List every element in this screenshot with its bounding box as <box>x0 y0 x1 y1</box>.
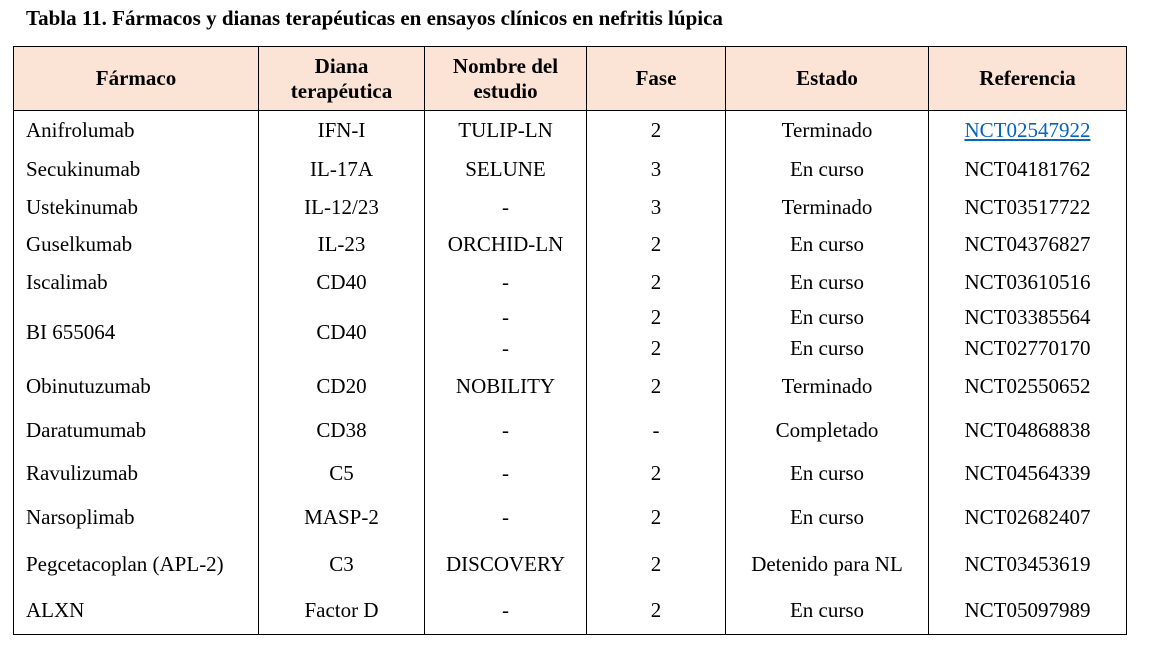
cell-estado: En curso <box>726 494 929 541</box>
cell-farmaco: Obinutuzumab <box>14 365 259 408</box>
cell-farmaco: Narsoplimab <box>14 494 259 541</box>
cell-fase: 2 <box>587 454 726 494</box>
cell-diana: IL-17A <box>259 151 425 189</box>
cell-fase-line: 2 <box>650 335 662 360</box>
table-row <box>14 189 1127 226</box>
cell-referencia: NCT04868838 <box>929 408 1127 454</box>
cell-diana: C3 <box>259 541 425 588</box>
cell-farmaco: Guselkumab <box>14 226 259 264</box>
cell-farmaco: Ravulizumab <box>14 454 259 494</box>
cell-referencia-line: NCT03385564 <box>964 304 1091 329</box>
cell-estudio <box>425 301 587 365</box>
table-row <box>14 301 1127 365</box>
table-row <box>14 111 1127 151</box>
cell-estado: En curso <box>726 264 929 301</box>
cell-estado: Terminado <box>726 365 929 408</box>
cell-estudio: ORCHID-LN <box>425 226 587 264</box>
cell-farmaco: Iscalimab <box>14 264 259 301</box>
table-row <box>14 151 1127 189</box>
cell-fase: 2 <box>587 264 726 301</box>
cell-fase: 2 <box>587 588 726 635</box>
cell-estudio-line: - <box>502 304 509 329</box>
cell-fase <box>587 301 726 365</box>
cell-fase-line: 2 <box>650 304 662 329</box>
cell-diana: MASP-2 <box>259 494 425 541</box>
cell-fase: 2 <box>587 111 726 151</box>
table-row <box>14 264 1127 301</box>
cell-estudio: NOBILITY <box>425 365 587 408</box>
cell-estudio-line: - <box>502 335 509 360</box>
cell-fase: 2 <box>587 541 726 588</box>
header-farmaco: Fármaco <box>14 47 259 111</box>
cell-fase: 2 <box>587 226 726 264</box>
table-row <box>14 408 1127 454</box>
cell-estudio: - <box>425 264 587 301</box>
cell-estado: Detenido para NL <box>726 541 929 588</box>
cell-farmaco: Secukinumab <box>14 151 259 189</box>
cell-fase: 3 <box>587 189 726 226</box>
cell-referencia-line: NCT02770170 <box>964 335 1091 360</box>
cell-estado: En curso <box>726 588 929 635</box>
cell-fase: 3 <box>587 151 726 189</box>
cell-referencia: NCT04564339 <box>929 454 1127 494</box>
table-row <box>14 541 1127 588</box>
cell-farmaco: Ustekinumab <box>14 189 259 226</box>
cell-estado <box>726 301 929 365</box>
cell-referencia <box>929 111 1127 151</box>
header-diana: Diana terapéutica <box>259 47 425 111</box>
table-row <box>14 588 1127 635</box>
cell-estudio: - <box>425 454 587 494</box>
cell-referencia: NCT02550652 <box>929 365 1127 408</box>
cell-estado: Terminado <box>726 189 929 226</box>
table-caption: Tabla 11. Fármacos y dianas terapéuticas en ensayos clínicos en nefritis lúpica <box>26 6 723 30</box>
cell-estudio: DISCOVERY <box>425 541 587 588</box>
cell-referencia: NCT05097989 <box>929 588 1127 635</box>
cell-referencia: NCT03453619 <box>929 541 1127 588</box>
cell-referencia: NCT02682407 <box>929 494 1127 541</box>
cell-referencia: NCT04181762 <box>929 151 1127 189</box>
cell-estado-line: En curso <box>789 335 865 360</box>
cell-diana: Factor D <box>259 588 425 635</box>
table-row <box>14 494 1127 541</box>
cell-referencia: NCT04376827 <box>929 226 1127 264</box>
cell-estudio: TULIP-LN <box>425 111 587 151</box>
cell-diana: CD40 <box>259 264 425 301</box>
header-nombre-estudio: Nombre del estudio <box>425 47 587 111</box>
cell-referencia <box>929 301 1127 365</box>
cell-referencia: NCT03517722 <box>929 189 1127 226</box>
cell-diana: IL-12/23 <box>259 189 425 226</box>
cell-estado: En curso <box>726 151 929 189</box>
cell-referencia: NCT03610516 <box>929 264 1127 301</box>
referencia-link[interactable]: NCT02547922 <box>964 118 1091 143</box>
table-header-row <box>14 47 1127 111</box>
clinical-trials-table <box>13 46 1127 635</box>
cell-diana: CD40 <box>259 301 425 365</box>
cell-farmaco: BI 655064 <box>14 301 259 365</box>
table-row <box>14 226 1127 264</box>
cell-estado: Terminado <box>726 111 929 151</box>
cell-estado: En curso <box>726 226 929 264</box>
cell-estudio: - <box>425 189 587 226</box>
table-row <box>14 454 1127 494</box>
cell-estudio: - <box>425 588 587 635</box>
cell-estado: En curso <box>726 454 929 494</box>
cell-farmaco: ALXN <box>14 588 259 635</box>
header-estado: Estado <box>726 47 929 111</box>
cell-farmaco: Anifrolumab <box>14 111 259 151</box>
cell-diana: IL-23 <box>259 226 425 264</box>
cell-farmaco: Pegcetacoplan (APL-2) <box>14 541 259 588</box>
header-fase: Fase <box>587 47 726 111</box>
cell-diana: CD38 <box>259 408 425 454</box>
cell-fase: 2 <box>587 365 726 408</box>
cell-fase: - <box>587 408 726 454</box>
cell-farmaco: Daratumumab <box>14 408 259 454</box>
cell-diana: CD20 <box>259 365 425 408</box>
cell-diana: C5 <box>259 454 425 494</box>
cell-fase: 2 <box>587 494 726 541</box>
cell-estudio: - <box>425 494 587 541</box>
cell-estado-line: En curso <box>789 304 865 329</box>
cell-estudio: - <box>425 408 587 454</box>
table-row <box>14 365 1127 408</box>
cell-estado: Completado <box>726 408 929 454</box>
header-referencia: Referencia <box>929 47 1127 111</box>
cell-estudio: SELUNE <box>425 151 587 189</box>
cell-diana: IFN-I <box>259 111 425 151</box>
